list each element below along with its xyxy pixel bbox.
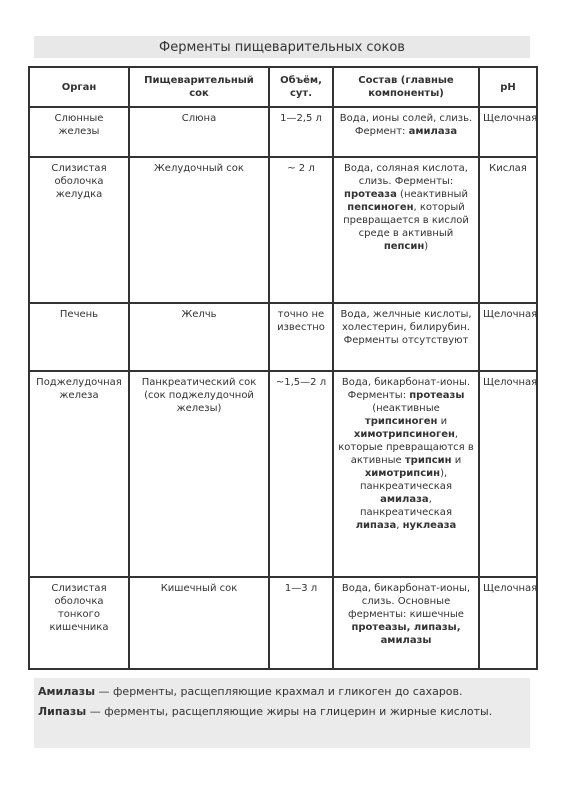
enzyme-name: химотрипсиноген bbox=[353, 429, 455, 440]
definition-term: Липазы bbox=[38, 705, 87, 718]
composition-text: Вода, бикарбонат-ионы, слизь. Основные ферменты: кишечные bbox=[341, 583, 471, 620]
composition-text: и bbox=[451, 455, 462, 466]
composition-text: , панкреатическая bbox=[360, 494, 452, 518]
cell-volume: точно не известно bbox=[269, 303, 333, 371]
definitions-box bbox=[34, 678, 530, 748]
enzyme-name: химотрипсин bbox=[364, 468, 441, 479]
cell-composition bbox=[333, 371, 479, 577]
cell-composition bbox=[333, 303, 479, 371]
composition-text: , которые превращаются в активные bbox=[338, 429, 474, 466]
composition-text: (неактивный bbox=[396, 189, 468, 200]
row-stomach bbox=[29, 157, 537, 303]
composition-text: (неактивные bbox=[372, 403, 440, 414]
cell-ph: Щелочная bbox=[479, 107, 537, 157]
composition-text: , bbox=[396, 520, 403, 531]
cell-organ: Поджелудочная железа bbox=[29, 371, 129, 577]
cell-volume: 1—2,5 л bbox=[269, 107, 333, 157]
cell-volume: 1—3 л bbox=[269, 577, 333, 669]
cell-ph: Щелочная bbox=[479, 371, 537, 577]
cell-juice: Панкреатический сок (сок поджелудочной железы) bbox=[129, 371, 269, 577]
enzyme-name: протеазы, липазы, амилазы bbox=[351, 622, 461, 646]
composition-text: Вода, желчные кислоты, холестерин, билирубин. Ферменты отсутствуют bbox=[340, 309, 472, 346]
composition-text: Вода, бикарбонат-ионы. Ферменты: bbox=[341, 377, 471, 401]
cell-juice: Желчь bbox=[129, 303, 269, 371]
definition-term: Амилазы bbox=[38, 685, 96, 698]
definition-text: — ферменты, расщепляющие крахмал и гликоген до сахаров. bbox=[95, 685, 463, 698]
cell-volume: ~ 2 л bbox=[269, 157, 333, 303]
table-title-bar bbox=[34, 36, 530, 58]
enzyme-name: протеаза bbox=[344, 189, 397, 200]
enzymes-table bbox=[28, 66, 538, 670]
cell-organ: Слизистая оболочка желудка bbox=[29, 157, 129, 303]
header-composition: Состав (главные компоненты) bbox=[333, 67, 479, 107]
cell-composition bbox=[333, 107, 479, 157]
composition-text: , который превращается в кислой среде в активный bbox=[343, 202, 469, 239]
enzyme-name: пепсин bbox=[383, 241, 425, 252]
cell-ph: Щелочная bbox=[479, 303, 537, 371]
row-pancreas bbox=[29, 371, 537, 577]
cell-juice: Кишечный сок bbox=[129, 577, 269, 669]
header-ph: pH bbox=[479, 67, 537, 107]
cell-ph: Кислая bbox=[479, 157, 537, 303]
enzyme-name: протеазы bbox=[409, 390, 465, 401]
definition-lipase bbox=[38, 704, 526, 720]
enzyme-name: нуклеаза bbox=[402, 520, 457, 531]
row-small-intestine bbox=[29, 577, 537, 669]
composition-text: и bbox=[437, 416, 448, 427]
definition-text: — ферменты, расщепляющие жиры на глицерин и жирные кислоты. bbox=[86, 705, 493, 718]
header-volume: Объём, сут. bbox=[269, 67, 333, 107]
table-header-row bbox=[29, 67, 537, 107]
composition-text: Вода, соляная кислота, слизь. Ферменты: bbox=[344, 163, 468, 187]
enzyme-name: липаза bbox=[355, 520, 397, 531]
cell-composition bbox=[333, 157, 479, 303]
enzyme-name: пепсиноген bbox=[347, 202, 414, 213]
table-body bbox=[29, 107, 537, 669]
composition-text: Вода, ионы солей, слизь. Фермент: bbox=[339, 113, 473, 137]
row-salivary-glands bbox=[29, 107, 537, 157]
enzyme-name: трипсиноген bbox=[364, 416, 438, 427]
cell-organ: Печень bbox=[29, 303, 129, 371]
header-organ: Орган bbox=[29, 67, 129, 107]
cell-organ: Слюнные железы bbox=[29, 107, 129, 157]
table-title: Ферменты пищеварительных соков bbox=[159, 39, 405, 55]
composition-text: ), панкреатическая bbox=[360, 468, 452, 492]
cell-ph: Щелочная bbox=[479, 577, 537, 669]
header-juice: Пищеварительный сок bbox=[129, 67, 269, 107]
row-liver bbox=[29, 303, 537, 371]
cell-juice: Желудочный сок bbox=[129, 157, 269, 303]
cell-composition bbox=[333, 577, 479, 669]
cell-volume: ~1,5—2 л bbox=[269, 371, 333, 577]
cell-juice: Слюна bbox=[129, 107, 269, 157]
cell-organ: Слизистая оболочка тонкого кишечника bbox=[29, 577, 129, 669]
enzyme-name: амилаза bbox=[408, 126, 458, 137]
enzyme-name: трипсин bbox=[404, 455, 452, 466]
enzyme-name: амилаза bbox=[380, 494, 429, 505]
composition-text: ) bbox=[424, 241, 429, 252]
definition-amylase bbox=[38, 684, 526, 700]
